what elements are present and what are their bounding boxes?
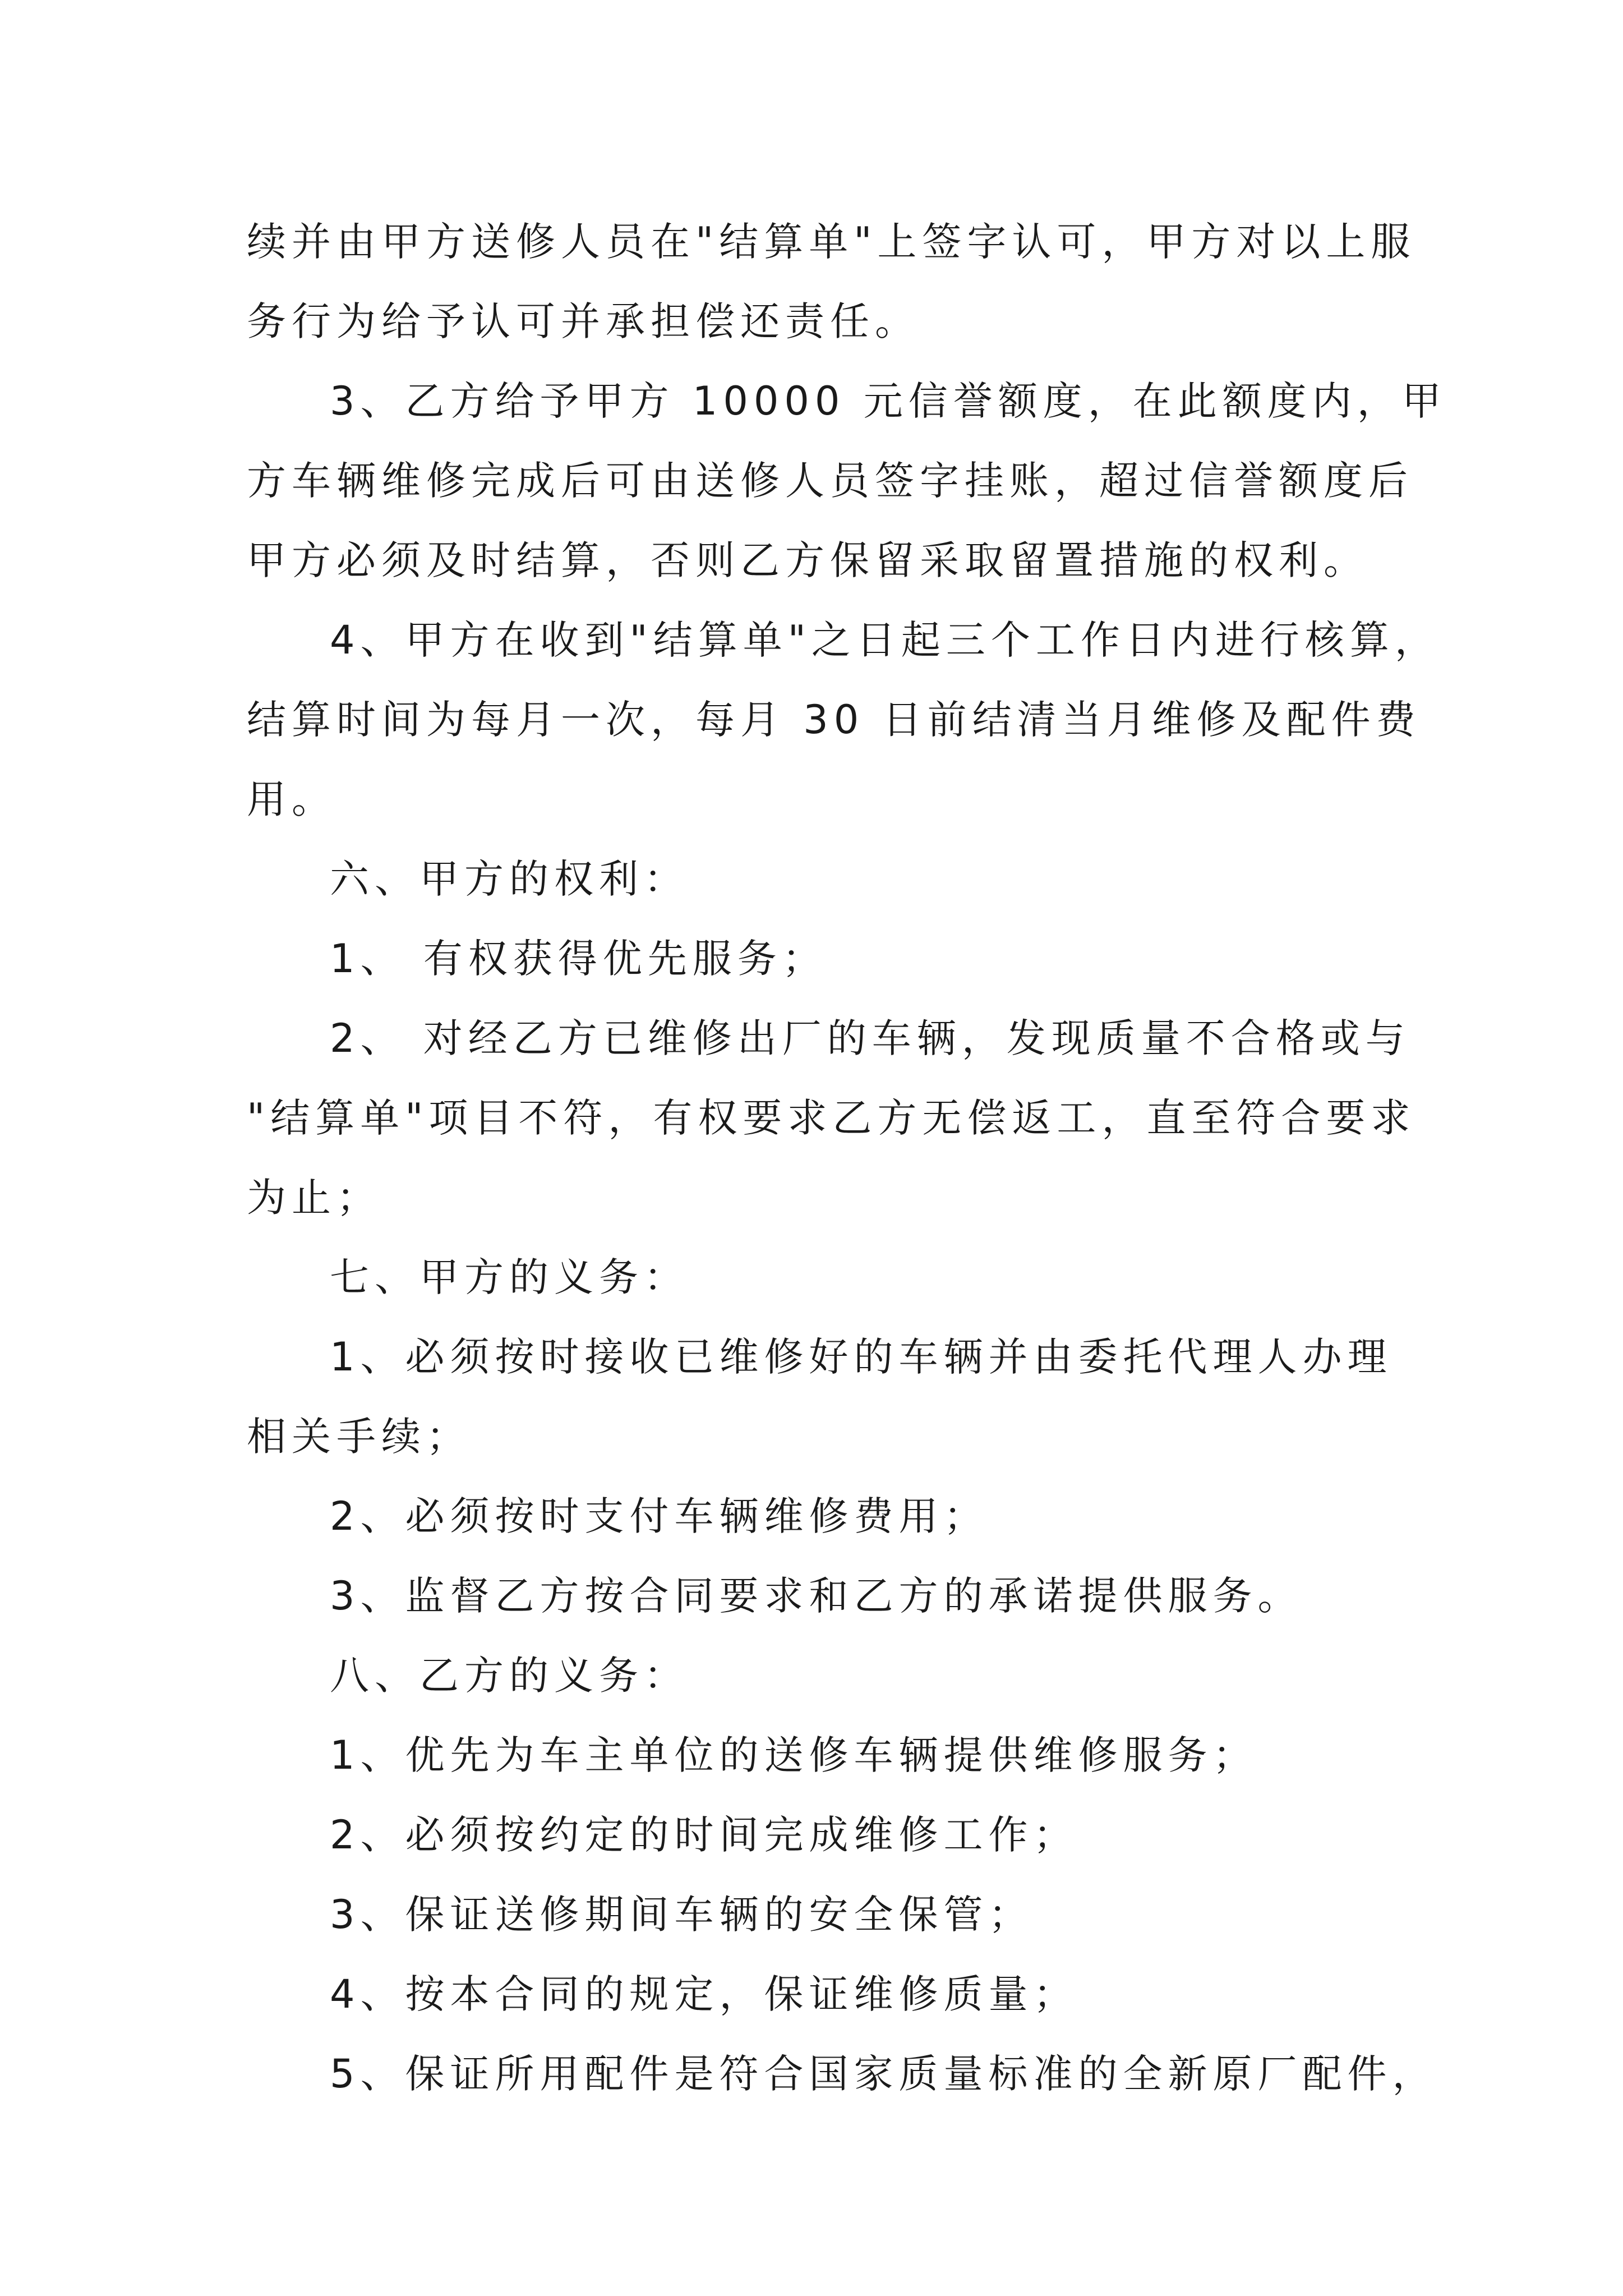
clause-8-2: 2、必须按约定的时间完成维修工作； <box>330 1812 1078 1858</box>
section-heading-7: 七、甲方的义务： <box>330 1254 689 1300</box>
document-body <box>247 202 1447 2114</box>
section-heading-6: 六、甲方的权利： <box>330 856 689 902</box>
paragraph-line: 用。 <box>247 776 336 822</box>
paragraph-line: "结算单"项目不符，有权要求乙方无偿返工，直至符合要求 <box>247 1095 1416 1141</box>
paragraph-line: 为止； <box>247 1175 381 1221</box>
paragraph-line: 相关手续； <box>247 1414 471 1460</box>
clause-6-2: 2、 对经乙方已维修出厂的车辆，发现质量不合格或与 <box>330 1015 1410 1061</box>
paragraph-line: 务行为给予认可并承担偿还责任。 <box>247 298 920 344</box>
clause-3: 3、乙方给予甲方 10000 元信誉额度，在此额度内，甲 <box>330 378 1447 424</box>
paragraph-line: 续并由甲方送修人员在"结算单"上签字认可，甲方对以上服 <box>247 219 1416 265</box>
paragraph-line: 甲方必须及时结算，否则乙方保留采取留置措施的权利。 <box>247 537 1368 583</box>
clause-7-2: 2、必须按时支付车辆维修费用； <box>330 1493 989 1539</box>
paragraph-line: 方车辆维修完成后可由送修人员签字挂账，超过信誉额度后 <box>247 458 1413 504</box>
paragraph-line: 结算时间为每月一次，每月 30 日前结清当月维修及配件费 <box>247 697 1421 743</box>
clause-7-3: 3、监督乙方按合同要求和乙方的承诺提供服务。 <box>330 1573 1303 1619</box>
clause-8-4: 4、按本合同的规定，保证维修质量； <box>330 1971 1078 2017</box>
clause-4: 4、甲方在收到"结算单"之日起三个工作日内进行核算， <box>330 617 1440 663</box>
section-heading-8: 八、乙方的义务： <box>330 1653 689 1699</box>
clause-8-5: 5、保证所用配件是符合国家质量标准的全新原厂配件， <box>330 2051 1437 2097</box>
clause-8-1: 1、优先为车主单位的送修车辆提供维修服务； <box>330 1732 1258 1778</box>
clause-6-1: 1、 有权获得优先服务； <box>330 936 827 982</box>
clause-7-1: 1、必须按时接收已维修好的车辆并由委托代理人办理 <box>330 1334 1393 1380</box>
clause-8-3: 3、保证送修期间车辆的安全保管； <box>330 1892 1034 1938</box>
